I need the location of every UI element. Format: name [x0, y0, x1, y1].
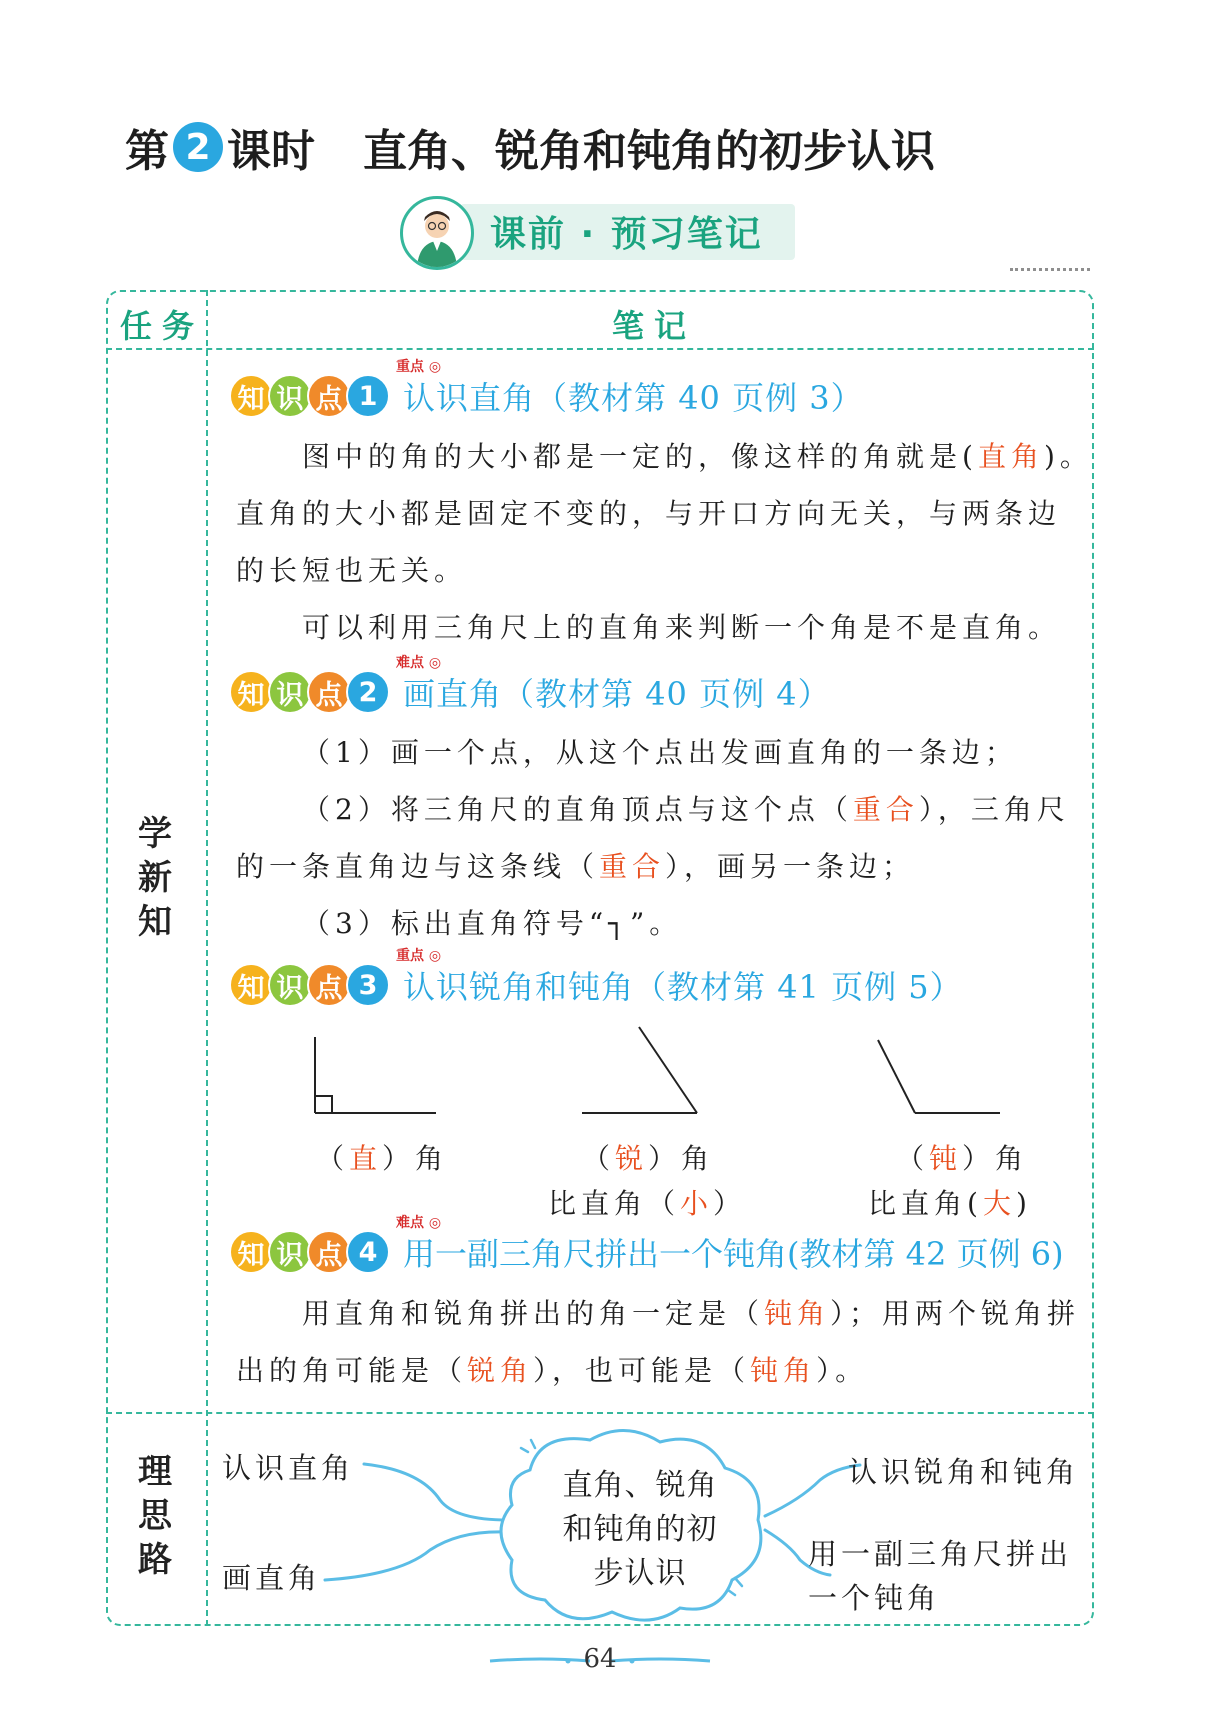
kp4-stamp: 难点 ◎ [396, 1215, 442, 1231]
kp-tag-badges: 知 识 点 1 [229, 374, 385, 418]
kp2-stamp: 难点 ◎ [396, 655, 442, 671]
page-footer [480, 1640, 720, 1680]
kp3-stamp: 重点 ◎ [396, 948, 442, 964]
kp-number-badge: 4 [346, 1230, 390, 1274]
acute-angle-caption: （锐）角 [582, 1142, 715, 1175]
kp3-title: 认识锐角和钝角（教材第 41 页例 5） [403, 968, 963, 1006]
kp-tag-badges: 知 识 点 4 [229, 1230, 385, 1274]
answer-text: 重合 [852, 793, 919, 826]
kp-tag-badges: 知 识 点 2 [229, 670, 385, 714]
kp1-paragraph: 图中的角的大小都是一定的，像这样的角就是(直角)。 直角的大小都是固定不变的，与开口方向无关，与两条边 的长短也无关。 可以利用三角尺上的直角来判断一个角是不是直角。 [236, 440, 1093, 644]
answer-text: 钝角 [764, 1297, 831, 1330]
right-angle-caption: （直）角 [316, 1142, 449, 1175]
column-header-notes: 笔记 [612, 307, 697, 345]
obtuse-angle-compare: 比直角(大) [868, 1187, 1032, 1220]
obtuse-angle-caption: （钝）角 [896, 1142, 1029, 1175]
mind-map-center: 直角、锐角 和钝角的初 步认识 [562, 1468, 718, 1591]
lesson-number-badge: 2 [173, 122, 223, 172]
kp1-stamp: 重点 ◎ [396, 359, 442, 375]
title-prefix: 第 [125, 126, 169, 177]
page-title: 直角、锐角和钝角的初步认识 [363, 126, 935, 177]
answer-text: 钝角 [750, 1354, 817, 1387]
row-label-summary: 理 思 路 [138, 1452, 172, 1580]
answer-text: 锐角 [467, 1354, 534, 1387]
mind-map-right-bottom: 用一副三角尺拼出 一个钝角 [808, 1537, 1073, 1615]
kp2-title: 画直角（教材第 40 页例 4） [403, 675, 831, 713]
mind-map-left-top: 认识直角 [222, 1451, 355, 1485]
answer-text: 重合 [599, 850, 666, 883]
kp-number-badge: 1 [346, 374, 390, 418]
kp4-paragraph: 用直角和锐角拼出的角一定是（钝角）；用两个锐角拼 出的角可能是（锐角），也可能是（钝角）。 [236, 1297, 1081, 1387]
kp2-steps: （1）画一个点，从这个点出发画直角的一条边； （2）将三角尺的直角顶点与这个点（重合），三角尺 的一条直角边与这条线（重合），画另一条边； （3）标出直角符号“┐”。 [236, 736, 1070, 940]
acute-angle-compare: 比直角（小） [548, 1187, 747, 1220]
kp4-title: 用一副三角尺拼出一个钝角(教材第 42 页例 6) [403, 1235, 1064, 1273]
mind-map-left-bottom: 画直角 [222, 1561, 322, 1595]
kp1-title: 认识直角（教材第 40 页例 3） [403, 379, 864, 417]
banner-text: 课前 · 预习笔记 [490, 214, 763, 255]
mind-map-right-top: 认识锐角和钝角 [848, 1455, 1080, 1489]
title-suffix: 课时 [227, 126, 315, 177]
page-number: 64 [583, 1644, 617, 1674]
kp-number-badge: 2 [346, 670, 390, 714]
kp-number-badge: 3 [346, 963, 390, 1007]
kp-tag-badges: 知 识 点 3 [229, 963, 385, 1007]
column-header-task: 任务 [120, 307, 205, 345]
answer-text: 直角 [977, 440, 1044, 473]
row-label-learn: 学 新 知 [138, 814, 172, 942]
